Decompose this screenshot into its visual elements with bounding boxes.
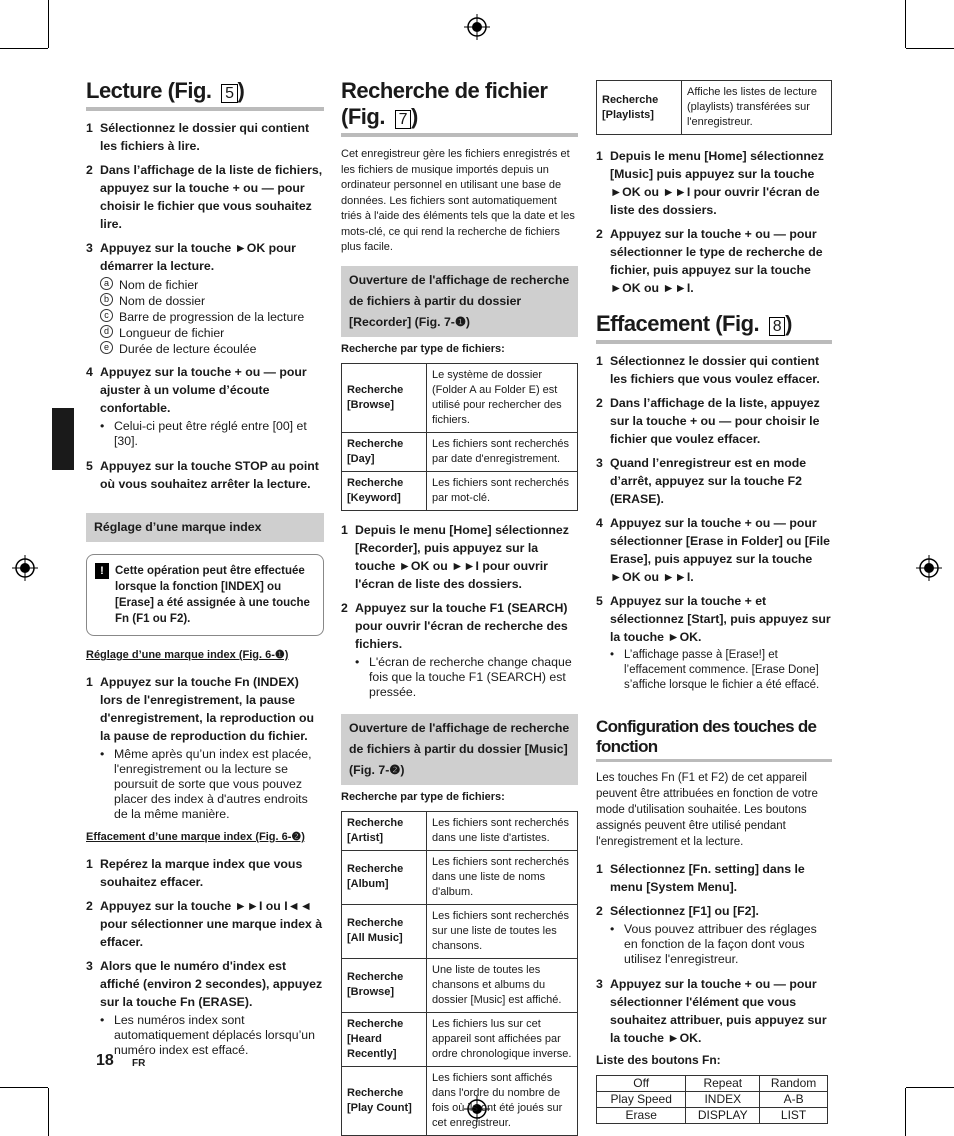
search-table-recorder (341, 363, 578, 511)
letter-circle: a (100, 277, 113, 290)
table-row (597, 81, 832, 135)
search-type: Recherche [Artist] (342, 811, 427, 850)
item-text: Nom de fichier (119, 278, 199, 292)
search-desc: Le système de dossier (Folder A au Folder E) est utilisé pour rechercher des fichiers. (427, 363, 578, 432)
step-text: Appuyez sur la touche ►►I ou I◄◄ pour sélectionner une marque index à effacer. (100, 899, 323, 949)
search-desc: Les fichiers sont recherchés par date d'enregistrement. (427, 432, 578, 471)
step-number: 1 (86, 857, 93, 871)
bullet: • L'écran de recherche change chaque fois que la touche F1 (SEARCH) est pressée. (355, 654, 572, 699)
fn-button-table (596, 1075, 828, 1124)
step-number: 3 (86, 241, 93, 255)
step-text: Sélectionnez [F1] ou [F2]. (610, 904, 759, 918)
erase-step-5 (596, 592, 832, 646)
page-number: 18 (96, 1052, 114, 1069)
fn-option: Off (597, 1076, 686, 1092)
step-text: Depuis le menu [Home] sélectionnez [Music] puis appuyez sur la touche ►OK ou ►►I pour ouvrir l'écran de liste des dossiers. (610, 149, 824, 217)
bullet: • Les numéros index sont automatiquement déplacés lorsqu’un numéro index est effacé. (100, 1013, 315, 1057)
erase-index-step-1 (86, 855, 324, 891)
search-type-label: Recherche par type de fichiers: (341, 790, 505, 803)
column-lecture (86, 78, 324, 1066)
index-step-1: 1 Appuyez sur la touche Fn (INDEX) lors de l'enregistrement, la pause d'enregistrement, la reproduction ou la pause de reproduction du fichier. (86, 675, 315, 743)
search-desc: Affiche les listes de lecture (playlists) transférées sur l'enregistreur. (682, 81, 832, 135)
music-step-1 (596, 147, 832, 219)
list-item (100, 309, 324, 325)
search-desc: Les fichiers sont recherchés dans une liste d'artistes. (427, 811, 578, 850)
music-step-2 (596, 225, 832, 297)
fn-option: INDEX (686, 1092, 760, 1108)
erase-index-step-3 (86, 957, 324, 1011)
erase-index-step-2 (86, 897, 324, 951)
config-intro: Les touches Fn (F1 et F2) de cet appareil peuvent être attribuées en fonction de votre mode d'utilisation souhaitée. Les boutons assignés peuvent être utilisé pendant l'enregistrement et la lecture. (596, 772, 818, 848)
item-text: Durée de lecture écoulée (119, 342, 257, 356)
config-step-3: 3 Appuyez sur la touche + ou — pour sélectionner l'élément que vous souhaitez attribuer, puis appuyez sur la touche ►OK. (596, 977, 827, 1045)
section-title-recherche: Recherche de fichier (Fig. 7 ) (341, 78, 578, 137)
table-row (342, 904, 578, 958)
search-type: Recherche [Play Count] (342, 1066, 427, 1135)
letter-circle: c (100, 309, 113, 322)
search-desc: Les fichiers sont recherchés sur une liste de toutes les chansons. (427, 904, 578, 958)
search-type: Recherche [Keyword] (342, 471, 427, 510)
registration-mark-icon (916, 555, 942, 581)
step-number: 1 (86, 121, 93, 135)
registration-mark-icon (464, 14, 490, 40)
table-row (342, 471, 578, 510)
step-text: Dans l’affichage de la liste de fichiers, appuyez sur la touche + ou — pour choisir le fichier que vous souhaitez lire. (100, 163, 323, 231)
section-title-effacement: Effacement (Fig. 8 ) (596, 311, 832, 344)
caution-note: ! Cette opération peut être effectuée lorsque la fonction [INDEX] ou [Erase] a été assignée à une touche Fn (F1 ou F2). (86, 554, 324, 636)
item-text: Longueur de fichier (119, 326, 225, 340)
subsection-head-index: Réglage d’une marque index (86, 513, 324, 542)
table-row (597, 1108, 828, 1124)
step-text: Repérez la marque index que vous souhaitez effacer. (100, 857, 303, 889)
crop-mark (905, 0, 906, 48)
list-item (100, 277, 324, 293)
step-text: Appuyez sur la touche + et sélectionnez [Start], puis appuyez sur la touche ►OK. (610, 594, 831, 644)
table-row (342, 363, 578, 432)
fn-option: Repeat (686, 1076, 760, 1092)
step3-items (100, 277, 324, 357)
subsection-head-recorder: Ouverture de l'affichage de recherche de fichiers à partir du dossier [Recorder] (Fig. 7-❶) (341, 266, 578, 337)
item-text: Nom de dossier (119, 294, 206, 308)
crop-mark (0, 48, 48, 49)
search-table-playlists (596, 80, 832, 135)
step-text: Appuyez sur la touche ►OK pour démarrer la lecture. (100, 241, 296, 273)
search-desc: Une liste de toutes les chansons et albums du dossier [Music] est affiché. (427, 958, 578, 1012)
intro-paragraph: Cet enregistreur gère les fichiers enregistrés et les fichiers de musique importés depuis un ordinateur personnel en utilisant une base de données. Les fichiers sont automatiquement triés à l'aide des éléments tels que la date et les mots-clé, ce qui rend la recherche de fichiers plus facile. (341, 148, 575, 253)
warning-icon: ! (95, 563, 109, 579)
table-row (342, 1012, 578, 1066)
letter-circle: b (100, 293, 113, 306)
step-2 (86, 161, 324, 233)
search-type: Recherche [Browse] (342, 958, 427, 1012)
step-number: 2 (86, 899, 93, 913)
table-row (597, 1076, 828, 1092)
erase-step-4 (596, 514, 832, 586)
registration-mark-icon (12, 555, 38, 581)
table-row (597, 1092, 828, 1108)
step-1 (86, 119, 324, 155)
step-number: 2 (596, 227, 603, 241)
erase-step-3 (596, 454, 832, 508)
step-text: Sélectionnez le dossier qui contient les fichiers à lire. (100, 121, 310, 153)
table-row (342, 811, 578, 850)
config-step-1 (596, 860, 832, 896)
step-text: Depuis le menu [Home] sélectionnez [Recorder], puis appuyez sur la touche ►OK ou ►►I pour ouvrir l'écran de liste des dossiers. (355, 522, 569, 591)
section-title-lecture: Lecture (Fig. 5 ) (86, 78, 324, 111)
step-text: Dans l’affichage de la liste, appuyez sur la touche + ou — pour choisir le fichier que voulez effacer. (610, 396, 820, 446)
step-text: Appuyez sur la touche + ou — pour sélectionner [Erase in Folder] ou [File Erase], puis appuyez sur la touche ►OK ou ►►I. (610, 516, 831, 584)
table-row (342, 958, 578, 1012)
search-type-label: Recherche par type de fichiers: (341, 342, 505, 355)
step-number: 2 (341, 600, 348, 615)
fn-option: Play Speed (597, 1092, 686, 1108)
step-text: Alors que le numéro d'index est affiché (environ 2 secondes), appuyez sur la touche Fn (ERASE). (100, 959, 323, 1009)
column-recherche (341, 78, 578, 1136)
fn-option: LIST (760, 1108, 828, 1124)
fn-option: Erase (597, 1108, 686, 1124)
erase-step-2 (596, 394, 832, 448)
search-step-2 (341, 599, 578, 653)
crop-mark (906, 1087, 954, 1088)
search-desc: Les fichiers sont affichés dans l'ordre du nombre de fois où ils ont été joués sur cet enregistreur. (427, 1066, 578, 1135)
fn-option: Random (760, 1076, 828, 1092)
side-tab (52, 408, 74, 470)
step-text: Quand l’enregistreur est en mode d’arrêt, appuyez sur la touche F2 (ERASE). (610, 456, 807, 506)
bullet: • L’affichage passe à [Erase!] et l’effacement commence. [Erase Done] s’affiche lorsque le fichier a été effacé. (610, 649, 820, 691)
language-code: FR (132, 1058, 146, 1069)
step-4: 4 Appuyez sur la touche + ou — pour ajuster à un volume d’écoute confortable. (86, 365, 307, 415)
fn-option: A-B (760, 1092, 828, 1108)
crop-mark (0, 1087, 48, 1088)
search-desc: Les fichiers sont recherchés dans une liste de noms d'album. (427, 850, 578, 904)
search-desc: Les fichiers lus sur cet appareil sont affichées par ordre chronologique inverse. (427, 1012, 578, 1066)
step-text: Appuyez sur la touche + ou — pour sélectionner le type de recherche de fichier, puis appuyez sur la touche ►OK ou ►►I. (610, 227, 823, 295)
link-erase-index: Effacement d’une marque index (Fig. 6-❷) (86, 831, 305, 843)
column-effacement (596, 78, 832, 1124)
bullet: • Vous pouvez attribuer des réglages en fonction de la façon dont vous utilisez l'enregistreur. (610, 922, 817, 966)
search-type: Recherche [Playlists] (597, 81, 682, 135)
step-number: 3 (86, 959, 93, 973)
item-text: Barre de progression de la lecture (119, 310, 305, 324)
crop-mark (905, 1088, 906, 1136)
step-number: 2 (596, 904, 603, 918)
step-5: 5 Appuyez sur la touche STOP au point où vous souhaitez arrêter la lecture. (86, 459, 319, 491)
step-number: 3 (596, 456, 603, 470)
step-number: 2 (596, 396, 603, 410)
link-set-index: Réglage d’une marque index (Fig. 6-❶) (86, 649, 289, 661)
search-table-music (341, 811, 578, 1136)
erase-step-1 (596, 352, 832, 388)
search-type: Recherche [All Music] (342, 904, 427, 958)
step-number: 2 (86, 163, 93, 177)
step-number: 1 (596, 354, 603, 368)
section-title-config: Configuration des touches de fonction (596, 717, 832, 762)
list-item (100, 293, 324, 309)
letter-circle: e (100, 341, 113, 354)
search-type: Recherche [Album] (342, 850, 427, 904)
fn-option: DISPLAY (686, 1108, 760, 1124)
step-number: 1 (596, 862, 603, 876)
search-type: Recherche [Day] (342, 432, 427, 471)
step-text: Sélectionnez le dossier qui contient les fichiers que vous voulez effacer. (610, 354, 820, 386)
crop-mark (906, 48, 954, 49)
crop-mark (48, 1088, 49, 1136)
step-number: 1 (596, 149, 603, 163)
table-row (342, 850, 578, 904)
step-number: 4 (596, 516, 603, 530)
search-type: Recherche [Browse] (342, 363, 427, 432)
step-3 (86, 239, 324, 275)
bullet: • Celui-ci peut être réglé entre [00] et [30]. (100, 419, 307, 448)
fn-list-label: Liste des boutons Fn: (596, 1053, 721, 1067)
table-row (342, 1066, 578, 1135)
letter-circle: d (100, 325, 113, 338)
step-text: Appuyez sur la touche F1 (SEARCH) pour ouvrir l'écran de recherche des fichiers. (355, 600, 568, 651)
search-desc: Les fichiers sont recherchés par mot-clé. (427, 471, 578, 510)
step-number: 1 (341, 522, 348, 537)
subsection-head-music: Ouverture de l'affichage de recherche de fichiers à partir du dossier [Music] (Fig. 7-❷) (341, 714, 578, 785)
step-text: Sélectionnez [Fn. setting] dans le menu [System Menu]. (610, 862, 805, 894)
list-item (100, 325, 324, 341)
bullet: • Même après qu’un index est placée, l'enregistrement ou la lecture se poursuit de sorte que vous pouvez placer des index à d'autres endroits de la même manière. (100, 747, 312, 821)
search-type: Recherche [Heard Recently] (342, 1012, 427, 1066)
list-item (100, 341, 324, 357)
search-step-1 (341, 521, 578, 593)
config-step-2 (596, 902, 832, 920)
crop-mark (48, 0, 49, 48)
step-number: 5 (596, 594, 603, 608)
table-row (342, 432, 578, 471)
